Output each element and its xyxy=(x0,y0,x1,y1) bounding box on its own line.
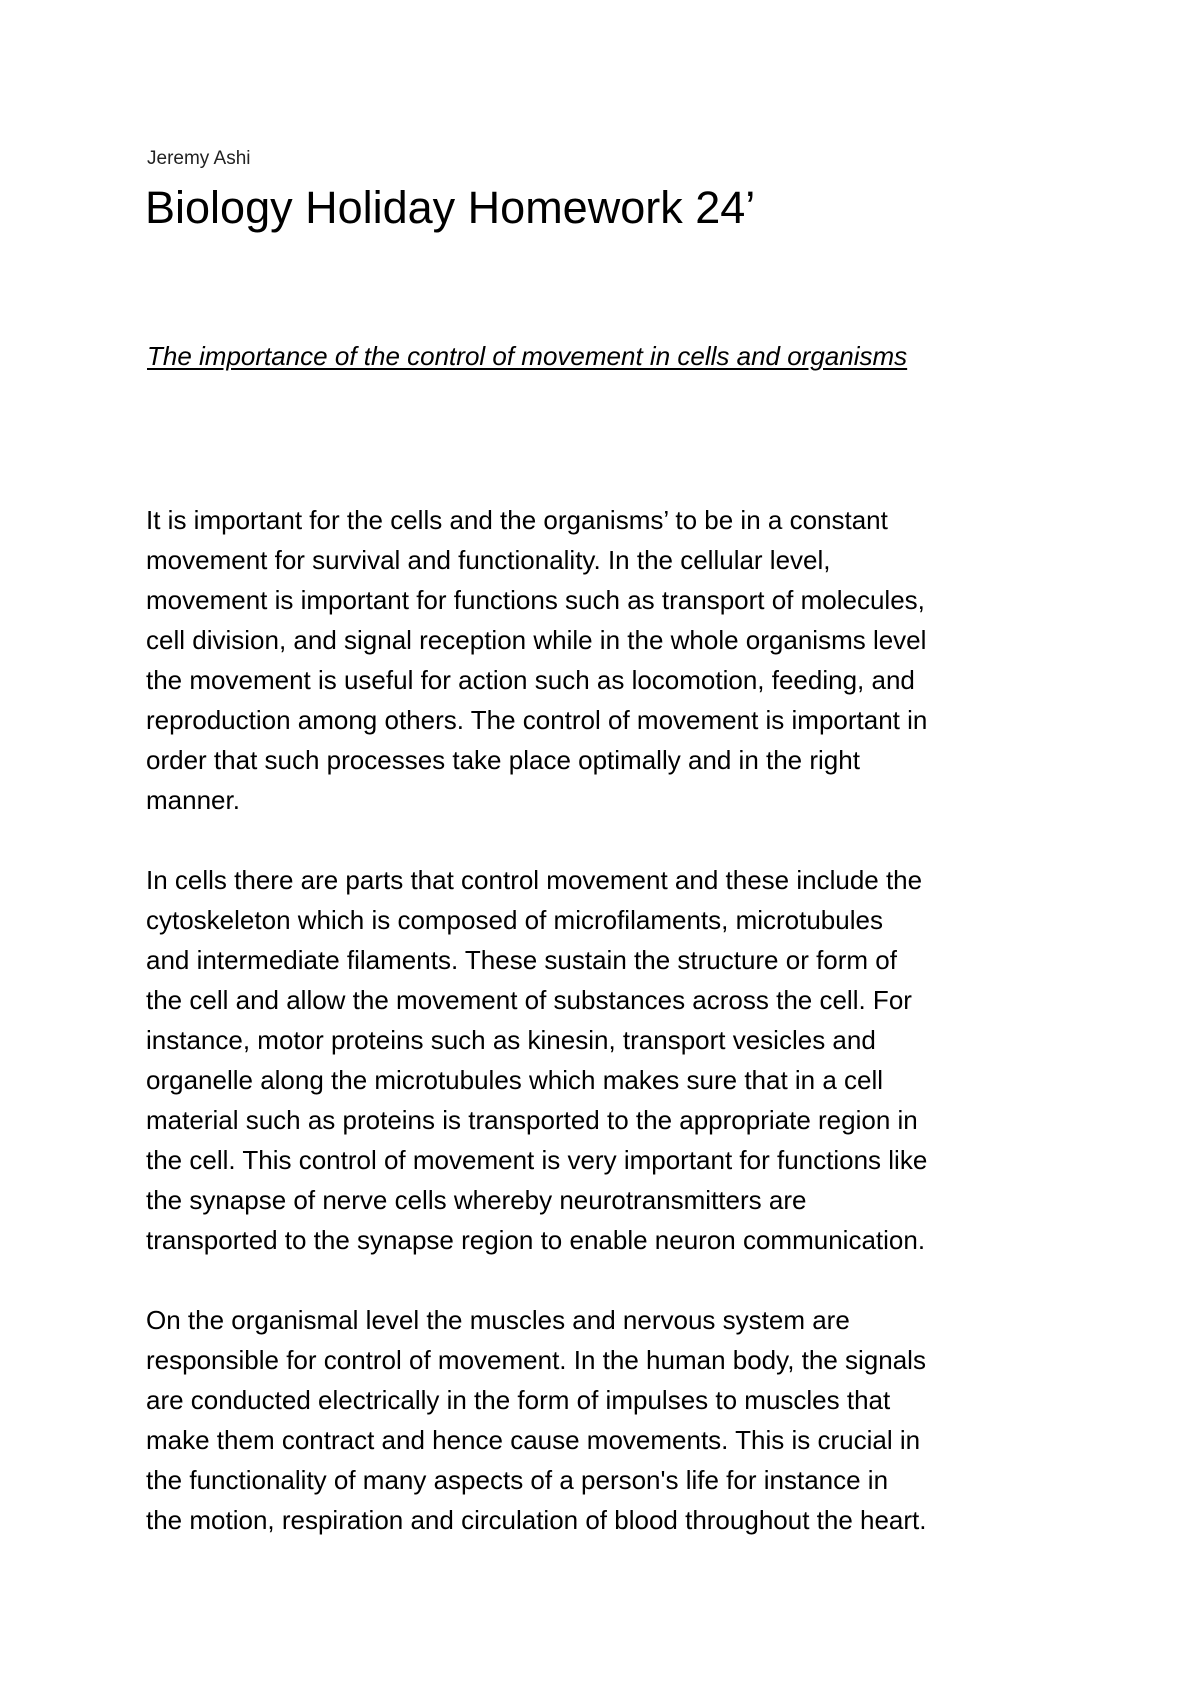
text-line: make them contract and hence cause movements. This is crucial in xyxy=(146,1425,921,1455)
paragraph-3 xyxy=(146,1300,1081,1540)
text-line: and intermediate filaments. These sustain the structure or form of xyxy=(146,945,897,975)
text-line: manner. xyxy=(146,785,240,815)
text-line: In cells there are parts that control movement and these include the xyxy=(146,865,923,895)
paragraph-2 xyxy=(146,860,1081,1260)
text-line: reproduction among others. The control of movement is important in xyxy=(146,705,928,735)
text-line: the functionality of many aspects of a person's life for instance in xyxy=(146,1465,889,1495)
text-line: the synapse of nerve cells whereby neurotransmitters are xyxy=(146,1185,807,1215)
text-line: the cell and allow the movement of substances across the cell. For xyxy=(146,985,912,1015)
text-line: the cell. This control of movement is very important for functions like xyxy=(146,1145,928,1175)
document-body xyxy=(146,500,1081,1580)
text-line: material such as proteins is transported to the appropriate region in xyxy=(146,1105,918,1135)
text-line: transported to the synapse region to enable neuron communication. xyxy=(146,1225,926,1255)
text-line: responsible for control of movement. In the human body, the signals xyxy=(146,1345,926,1375)
text-line: On the organismal level the muscles and nervous system are xyxy=(146,1305,850,1335)
text-line: cytoskeleton which is composed of microfilaments, microtubules xyxy=(146,905,883,935)
text-line: movement for survival and functionality. In the cellular level, xyxy=(146,545,831,575)
text-line: movement is important for functions such as transport of molecules, xyxy=(146,585,925,615)
text-line: the movement is useful for action such as locomotion, feeding, and xyxy=(146,665,915,695)
text-line: the motion, respiration and circulation of blood throughout the heart. xyxy=(146,1505,927,1535)
document-subtitle: The importance of the control of movement in cells and organisms xyxy=(147,341,908,371)
text-line: It is important for the cells and the organisms’ to be in a constant xyxy=(146,505,888,535)
document-title: Biology Holiday Homework 24’ xyxy=(145,182,756,233)
text-line: are conducted electrically in the form of impulses to muscles that xyxy=(146,1385,891,1415)
text-line: organelle along the microtubules which makes sure that in a cell xyxy=(146,1065,884,1095)
text-line: order that such processes take place optimally and in the right xyxy=(146,745,860,775)
author-name: Jeremy Ashi xyxy=(147,148,251,169)
text-line: instance, motor proteins such as kinesin, transport vesicles and xyxy=(146,1025,876,1055)
paragraph-1 xyxy=(146,500,1081,820)
text-line: cell division, and signal reception while in the whole organisms level xyxy=(146,625,927,655)
